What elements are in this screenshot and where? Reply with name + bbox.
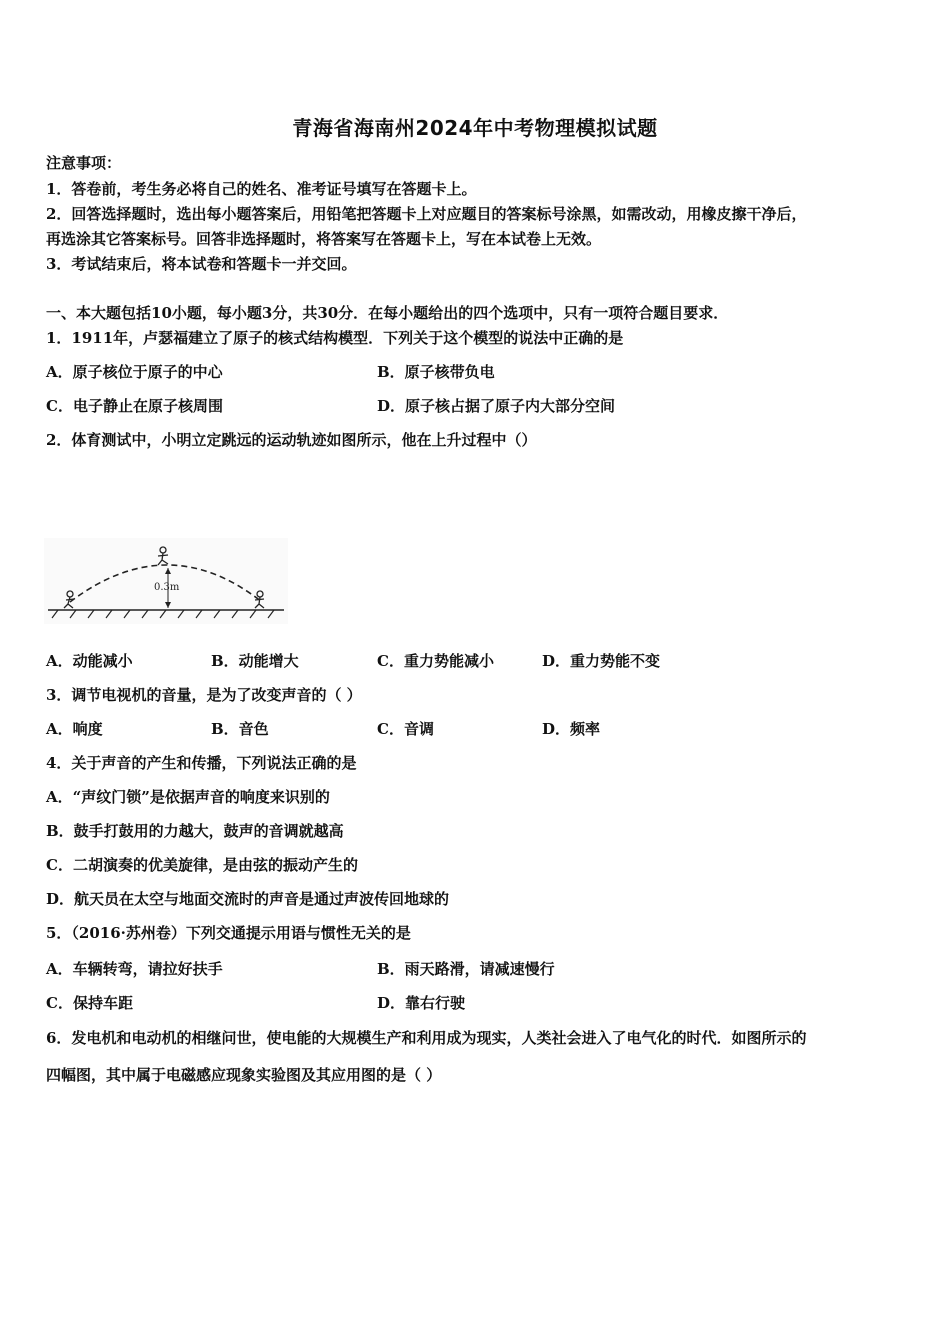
q2-option-a: A．动能减小 <box>46 652 133 670</box>
q1-option-c: C．电子静止在原子核周围 <box>46 397 223 415</box>
question-3-stem: 3．调节电视机的音量，是为了改变声音的（ ） <box>46 686 362 704</box>
q3-option-d: D．频率 <box>542 720 601 738</box>
notice-item: 3．考试结束后，将本试卷和答题卡一并交回。 <box>46 255 357 273</box>
q5-option-b: B．雨天路滑，请减速慢行 <box>377 960 555 978</box>
page-title: 青海省海南州2024年中考物理模拟试题 <box>292 116 658 140</box>
q1-option-a: A．原子核位于原子的中心 <box>46 363 223 381</box>
q5-option-d: D．靠右行驶 <box>377 994 466 1012</box>
q5-option-c: C．保持车距 <box>46 994 133 1012</box>
q3-option-c: C．音调 <box>377 720 434 738</box>
question-6-stem-line-1: 6．发电机和电动机的相继问世，使电能的大规模生产和利用成为现实，人类社会进入了电气化的时代．如图所示的 <box>46 1029 807 1047</box>
long-jump-trajectory-figure <box>44 538 288 624</box>
notice-item: 2．回答选择题时，选出每小题答案后，用铅笔把答题卡上对应题目的答案标号涂黑，如需改动，用橡皮擦干净后， <box>46 205 807 223</box>
q4-option-c: C．二胡演奏的优美旋律，是由弦的振动产生的 <box>46 856 358 874</box>
q3-option-a: A．响度 <box>46 720 103 738</box>
question-2-stem: 2．体育测试中，小明立定跳远的运动轨迹如图所示，他在上升过程中（） <box>46 431 537 449</box>
q1-option-b: B．原子核带负电 <box>377 363 495 381</box>
q4-option-a: A．“声纹门锁”是依据声音的响度来识别的 <box>46 788 330 806</box>
q5-option-a: A．车辆转弯，请拉好扶手 <box>46 960 223 978</box>
q2-option-c: C．重力势能减小 <box>377 652 494 670</box>
notice-item: 1．答卷前，考生务必将自己的姓名、准考证号填写在答题卡上。 <box>46 180 477 198</box>
q3-option-b: B．音色 <box>211 720 269 738</box>
q2-option-d: D．重力势能不变 <box>542 652 661 670</box>
q1-option-d: D．原子核占据了原子内大部分空间 <box>377 397 616 415</box>
height-label: 0.3m <box>154 582 180 593</box>
question-6-stem-line-2: 四幅图，其中属于电磁感应现象实验图及其应用图的是（ ） <box>46 1066 442 1084</box>
question-1-stem: 1．1911年，卢瑟福建立了原子的核式结构模型．下列关于这个模型的说法中正确的是 <box>46 329 624 347</box>
section-heading: 一、本大题包括10小题，每小题3分，共30分．在每小题给出的四个选项中，只有一项符合题目要求． <box>46 304 729 322</box>
notice-heading: 注意事项： <box>46 154 122 172</box>
q2-option-b: B．动能增大 <box>211 652 299 670</box>
question-4-stem: 4．关于声音的产生和传播，下列说法正确的是 <box>46 754 357 772</box>
notice-item: 再选涂其它答案标号。回答非选择题时，将答案写在答题卡上，写在本试卷上无效。 <box>46 230 602 248</box>
q4-option-b: B．鼓手打鼓用的力越大，鼓声的音调就越高 <box>46 822 344 840</box>
question-5-stem: 5．（2016·苏州卷）下列交通提示用语与惯性无关的是 <box>46 924 411 942</box>
q4-option-d: D．航天员在太空与地面交流时的声音是通过声波传回地球的 <box>46 890 450 908</box>
